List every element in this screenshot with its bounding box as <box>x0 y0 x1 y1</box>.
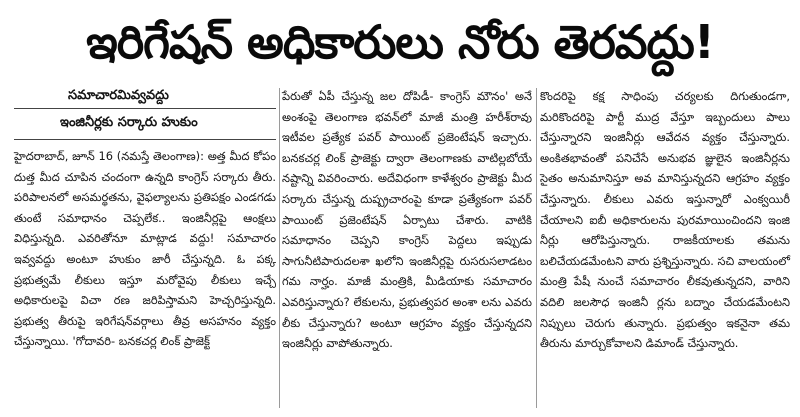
column-2-body <box>282 86 532 354</box>
column-1-body <box>14 146 276 352</box>
article-column-3 <box>540 86 790 354</box>
column-3-text: కొందరిపై కక్ష సాధింపు చర్యలకు దిగుతుండగా, మరికొందరిపై పార్టీ ముద్ర వేస్తూ ఇబ్బందులు పాలు చేస్తున్నారని ఇంజినీర్లు ఆవేదన వ్యక్తం చేస్తున్నారు. అంకితభావంతో పనిచేసే అనుభవ జ్ఞులైన ఇంజినీర్లను సైతం అనుమానిస్తూ అవ మానిస్తున్నదని ఆగ్రహం వ్యక్తం చేస్తున్నారు. లీకులు ఎవరు ఇస్తున్నారో ఎంక్వయిరీ చేయాలని ఐబీ అధికారులను పురమాయించిందని ఇంజి నీర్లు ఆరోపిస్తున్నారు. రాజకీయాలకు తమను బలిచేయడమేంటని వారు ప్రశ్నిస్తున్నారు. సచి వాలయంలో మంత్రి పేషీ నుంచే సమాచారం లీకవుతున్నదని, వారిని వదిలి జలసౌధ ఇంజినీ ర్లను బద్నాం చేయడమేంటని నిప్పులు చెరుగు తున్నారు. ప్రభుత్వం ఇకనైనా తమ తీరును మార్చుకోవాలని డిమాండ్ చేస్తున్నారు. <box>540 89 790 351</box>
column-rule-right <box>536 88 537 408</box>
headline: ఇరిగేషన్ అధికారులు నోరు తెరవద్దు! <box>86 15 714 69</box>
column-rule-left <box>279 88 280 408</box>
column-1-text: హైదరాబాద్, జూన్ 16 (నమస్తే తెలంగాణ): అత్త మీద కోపం దుత్త మీద చూపిన చందంగా ఉన్నది కాంగ్రెస్ సర్కారు తీరు. పరిపాలనలో అసమర్థతను, వైఫల్యాలను ప్రతిపక్షం ఎండగడు తుంటే సమాధానం చెప్పలేక.. ఇంజినీర్లపై ఆంక్షలు విధిస్తున్నది. ఎవరితోనూ మాట్లాడ వద్దు! సమాచారం ఇవ్వవద్దు అంటూ హుకుం జారీ చేస్తున్నది. ఓ పక్క ప్రభుత్వమే లీకులు ఇస్తూ మరోవైపు లీకులు ఇచ్చే అధికారులపై విచా రణ జరిపిస్తామని హెచ్చరిస్తున్నది. ప్రభుత్వ తీరుపై ఇరిగేషన్‌వర్గాలు తీవ్ర అసహనం వ్యక్తం చేస్తున్నాయి. 'గోదావరి- బనకచర్ల లింక్ ప్రాజెక్ట్ <box>14 149 276 349</box>
column-3-body <box>540 86 790 354</box>
column-2-text: పేరుతో ఏపీ చేస్తున్న జల దోపిడీ- కాంగ్రెస్ మౌనం' అనే అంశంపై తెలంగాణ భవన్‌లో మాజీ మంత్రి హరీశ్‌రావు ఇటీవల ప్రత్యేక పవర్ పాయింట్ ప్రజెంటేషన్ ఇచ్చారు. బనకచర్ల లింక్ ప్రాజెక్టు ద్వారా తెలంగాణకు వాటిల్లబోయే నష్టాన్ని వివరించారు. అదేవిధంగా కాళేశ్వరం ప్రాజెక్టు మీద సర్కారు చేస్తున్న దుష్ప్రచారంపై కూడా ప్రత్యేకంగా పవర్ పాయింట్ ప్రజెంటేషన్ ఏర్పాటు చేశారు. వాటికి సమాధానం చెప్పని కాంగ్రెస్ పెద్దలు ఇప్పుడు సాగునీటిపారుదలశా ఖలోని ఇంజినీర్లపై రుసరుసలాడటం గమ నార్హం. మాజీ మంత్రికి, మీడియాకు సమాచారం ఎవరిస్తున్నారు? లేకులను, ప్రభుత్వపర అంశా లను ఎవరు లీకు చేస్తున్నారు? అంటూ ఆగ్రహం వ్యక్తం చేస్తున్నదని ఇంజినీర్లు వాపోతున్నారు. <box>282 89 532 351</box>
subhead-secondary: ఇంజినీర్లకు సర్కారు హుకుం <box>60 115 198 130</box>
article-column-2 <box>282 86 532 354</box>
subhead-primary: సమాచారమివ్వవద్దు <box>14 86 276 109</box>
article-column-1 <box>14 86 276 352</box>
subhead-divider <box>14 139 276 140</box>
